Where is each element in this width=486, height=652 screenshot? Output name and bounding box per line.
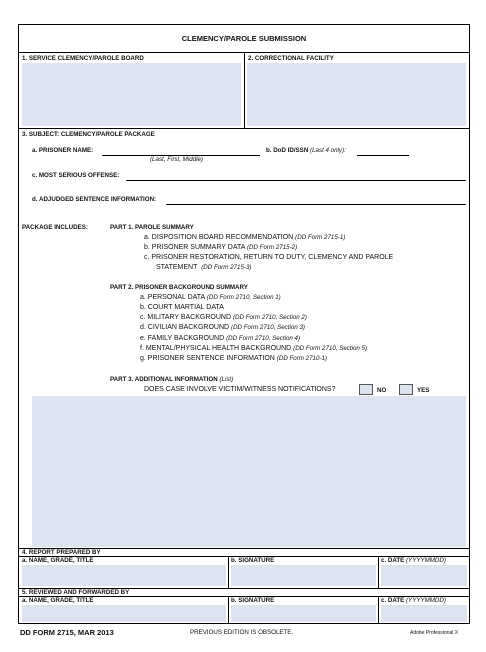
section3-label: 3. SUBJECT: CLEMENCY/PAROLE PACKAGE xyxy=(22,131,155,138)
part3-title: PART 3. ADDITIONAL INFORMATION xyxy=(110,376,218,383)
part2-title: PART 2. PRISONER BACKGROUND SUMMARY xyxy=(110,284,248,291)
list-item: d. CIVILIAN BACKGROUND (DD Form 2710, Section 3) xyxy=(140,324,305,331)
offense-label: c. MOST SERIOUS OFFENSE: xyxy=(32,172,120,179)
section4-signature-field[interactable] xyxy=(231,565,376,586)
edition-note: PREVIOUS EDITION IS OBSOLETE. xyxy=(190,629,294,636)
sentence-field[interactable] xyxy=(166,204,466,205)
section5-name-label: a. NAME, GRADE, TITLE xyxy=(22,597,94,604)
list-item: a. DISPOSITION BOARD RECOMMENDATION (DD Form 2715-1) xyxy=(144,234,346,241)
section5-label: 5. REVIEWED AND FORWARDED BY xyxy=(22,589,130,596)
dod-id-label: b. DoD ID/SSN xyxy=(266,147,309,154)
additional-info-field[interactable] xyxy=(32,396,466,547)
divider xyxy=(244,52,245,128)
section5-date-label-group: c. DATE (YYYYMMDD) xyxy=(381,597,446,604)
yes-checkbox[interactable] xyxy=(399,384,413,395)
part3-title-hint: (List) xyxy=(219,376,234,383)
list-item: b. COURT MARTIAL DATA xyxy=(140,304,224,311)
section5-signature-label: b. SIGNATURE xyxy=(231,597,275,604)
victim-question: DOES CASE INVOLVE VICTIM/WITNESS NOTIFICATIONS? xyxy=(144,386,336,393)
software-note: Adobe Professional X xyxy=(410,630,459,636)
dod-id-field[interactable] xyxy=(357,155,409,156)
no-label: NO xyxy=(377,387,387,394)
list-item: a. PERSONAL DATA (DD Form 2710, Section 1) xyxy=(140,294,281,301)
form-number: DD FORM 2715, MAR 2013 xyxy=(20,628,114,637)
section4-name-label: a. NAME, GRADE, TITLE xyxy=(22,557,94,564)
service-board-field[interactable] xyxy=(22,63,241,126)
section4-name-field[interactable] xyxy=(22,565,226,586)
dod-id-label-group xyxy=(266,147,346,154)
list-item: g. PRISONER SENTENCE INFORMATION (DD Form 2710-1) xyxy=(140,355,327,362)
offense-field[interactable] xyxy=(126,180,466,181)
section4-date-field[interactable] xyxy=(381,565,467,586)
list-item: e. FAMILY BACKGROUND (DD Form 2710, Section 4) xyxy=(140,335,301,342)
section2-label: 2. CORRECTIONAL FACILITY xyxy=(248,55,334,62)
section5-name-field[interactable] xyxy=(22,605,226,622)
section4-label: 4. REPORT PREPARED BY xyxy=(22,549,101,556)
list-item: STATEMENT (DD Form 2715-3) xyxy=(156,264,252,271)
prisoner-name-hint: (Last, First, Middle) xyxy=(150,156,203,163)
sentence-label: d. ADJUDGED SENTENCE INFORMATION: xyxy=(32,196,157,203)
section5-date-field[interactable] xyxy=(381,605,467,622)
section5-signature-field[interactable] xyxy=(231,605,376,622)
correctional-facility-field[interactable] xyxy=(247,63,466,126)
part1-title: PART 1. PAROLE SUMMARY xyxy=(110,224,194,231)
form-title: CLEMENCY/PAROLE SUBMISSION xyxy=(181,34,307,43)
yes-label: YES xyxy=(417,387,430,394)
no-checkbox[interactable] xyxy=(359,384,373,395)
list-item: c. MILITARY BACKGROUND (DD Form 2710, Section 2) xyxy=(140,314,307,321)
list-item: f. MENTAL/PHYSICAL HEALTH BACKGROUND (DD Form 2710, Section 5) xyxy=(140,345,368,352)
divider xyxy=(228,556,229,588)
section4-date-label-group: c. DATE (YYYYMMDD) xyxy=(381,557,446,564)
divider xyxy=(378,556,379,588)
dod-id-hint: (Last 4 only): xyxy=(310,147,346,154)
divider xyxy=(228,596,229,624)
section1-label: 1. SERVICE CLEMENCY/PAROLE BOARD xyxy=(22,55,144,62)
list-item: c. PRISONER RESTORATION, RETURN TO DUTY, CLEMENCY AND PAROLE xyxy=(144,254,394,261)
list-item: b. PRISONER SUMMARY DATA (DD Form 2715-2) xyxy=(144,244,298,251)
section4-signature-label: b. SIGNATURE xyxy=(231,557,275,564)
divider xyxy=(378,596,379,624)
part3-title-group xyxy=(110,376,233,383)
package-includes-label: PACKAGE INCLUDES: xyxy=(22,224,88,231)
divider xyxy=(18,128,470,129)
prisoner-name-label: a. PRISONER NAME: xyxy=(32,147,94,154)
